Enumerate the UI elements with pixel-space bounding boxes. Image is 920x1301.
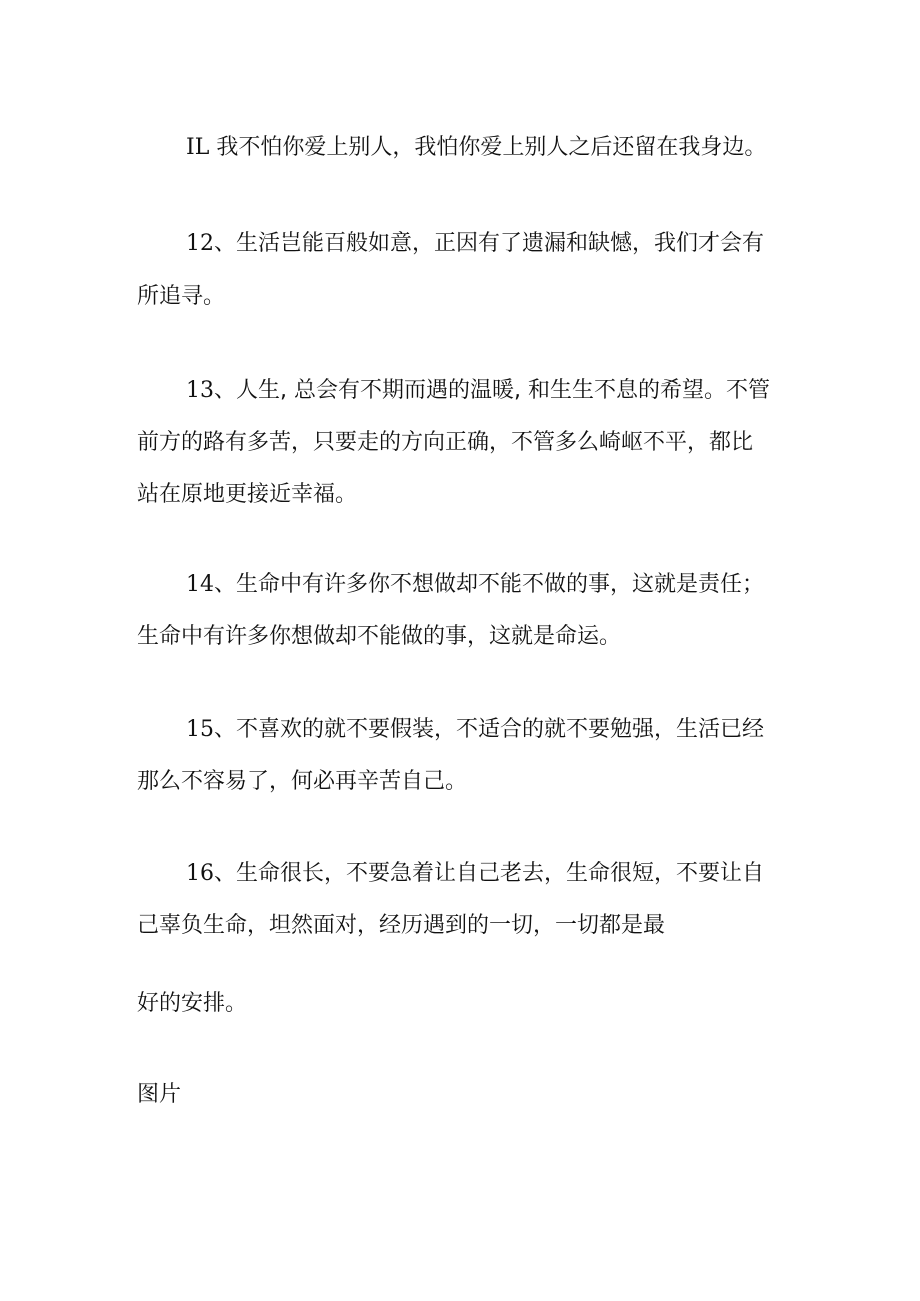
paragraph-13-number: 13 [186, 378, 214, 403]
paragraph-12-text: 、生活岂能百般如意，正因有了遗漏和缺憾，我们才会有 [214, 231, 765, 256]
paragraph-16-number: 16 [186, 861, 214, 886]
paragraph-11-number: IL [186, 135, 210, 160]
paragraph-13-line-3: 站在原地更接近幸福。 [137, 482, 358, 507]
paragraph-13-line-1 [186, 376, 770, 406]
image-placeholder-label: 图片 [137, 1082, 182, 1107]
paragraph-14-line-2: 生命中有许多你想做却不能做的事，这就是命运。 [137, 624, 622, 649]
paragraph-15-line-2: 那么不容易了，何必再辛苦自己。 [137, 769, 468, 794]
paragraph-12-number: 12 [186, 231, 214, 256]
paragraph-11-text: 我不怕你爱上别人，我怕你爱上别人之后还留在我身边。 [216, 135, 767, 160]
paragraph-13-text: 、人生, 总会有不期而遇的温暖, 和生生不息的希望。不管 [214, 378, 770, 403]
paragraph-16-line-1 [186, 859, 764, 889]
paragraph-14-line-1 [186, 570, 764, 600]
paragraph-15-number: 15 [186, 717, 214, 742]
paragraph-11-line-1 [186, 133, 766, 163]
paragraph-16-line-3: 好的安排。 [137, 991, 248, 1016]
paragraph-16-line-2: 己辜负生命，坦然面对，经历遇到的一切，一切都是最 [137, 913, 666, 938]
paragraph-13-line-2: 前方的路有多苦，只要走的方向正确，不管多么崎岖不平，都比 [137, 430, 754, 455]
paragraph-12-line-1 [186, 229, 764, 259]
paragraph-14-text: 、生命中有许多你不想做却不能不做的事，这就是责任； [214, 572, 765, 597]
paragraph-12-line-2: 所追寻。 [137, 284, 226, 309]
paragraph-15-line-1 [186, 715, 764, 745]
paragraph-15-text: 、不喜欢的就不要假装，不适合的就不要勉强，生活已经 [214, 717, 765, 742]
paragraph-14-number: 14 [186, 572, 214, 597]
paragraph-16-text: 、生命很长，不要急着让自己老去，生命很短，不要让自 [214, 861, 765, 886]
